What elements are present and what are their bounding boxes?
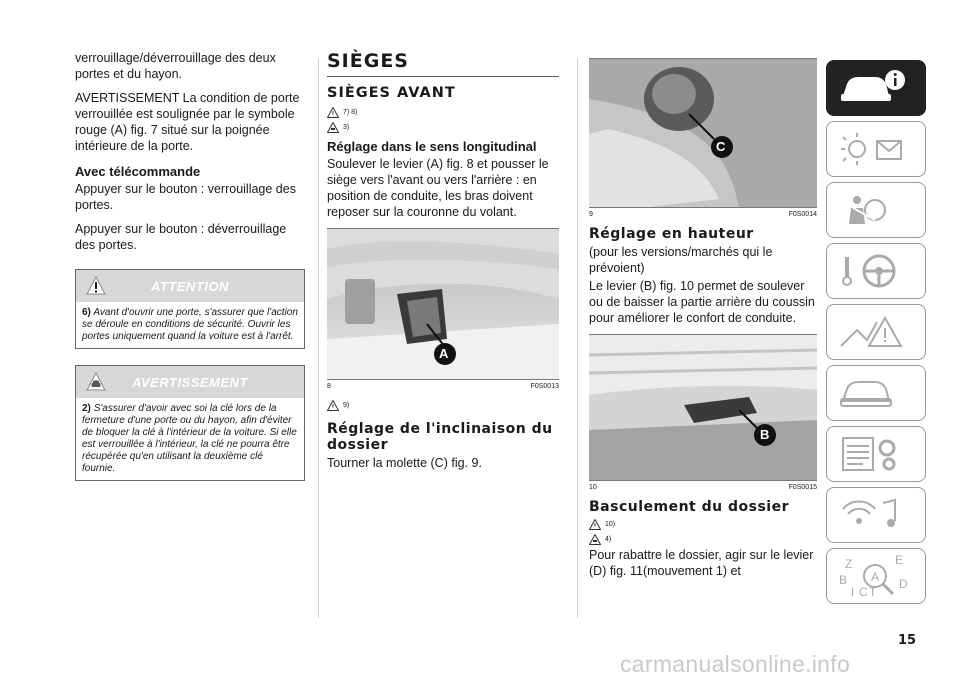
section-title: Basculement du dossier: [589, 499, 789, 515]
recline-knob-photo: [589, 59, 817, 207]
figure-code: F0S0014: [788, 211, 817, 218]
warning-triangle-icon: [589, 519, 601, 530]
chapter-title: SIÈGES: [327, 50, 559, 77]
multimedia-icon: [837, 495, 907, 535]
reference-numbers: 4): [605, 536, 612, 543]
index-letter: A: [871, 570, 880, 584]
steering-wheel-icon: [837, 251, 907, 291]
figure-callout-label: C: [716, 139, 726, 154]
car-warning-icon: [86, 372, 106, 397]
figure-caption: [589, 211, 817, 218]
section-title: Réglage en hauteur: [589, 226, 754, 242]
page-number: 15: [898, 633, 917, 648]
figure-10-height-lever: [589, 334, 817, 481]
figure-number: 8: [327, 383, 331, 390]
index-letter: T: [869, 585, 877, 598]
paragraph: Appuyer sur le bouton : verrouillage des portes.: [75, 182, 296, 212]
figure-number: 9: [589, 211, 593, 218]
paragraph: verrouillage/déverrouillage des deux portes et du hayon.: [75, 51, 276, 81]
note-number: 2): [82, 403, 91, 414]
warning-reference: [327, 120, 559, 135]
figure-caption: [589, 484, 817, 491]
column-right: [589, 58, 817, 587]
avertissement-text: [76, 398, 304, 480]
figure-number: 10: [589, 484, 597, 491]
figure-code: F0S0015: [788, 484, 817, 491]
paragraph: Appuyer sur le bouton : déverrouillage des portes.: [75, 222, 287, 252]
figure-callout-label: A: [439, 346, 449, 361]
road-warning-icon: [837, 312, 907, 352]
car-info-icon: [837, 68, 907, 108]
chapter-tabs: [826, 60, 928, 609]
warning-reference: [327, 398, 559, 413]
figure-9-recline-knob: [589, 58, 817, 208]
height-lever-photo: [589, 335, 817, 480]
tab-technical-data[interactable]: [826, 426, 926, 482]
warning-reference: [589, 532, 817, 547]
attention-header: [76, 270, 304, 302]
warning-reference: [589, 517, 817, 532]
subsection-heading: Réglage dans le sens longitudinal: [327, 139, 537, 154]
tab-maintenance[interactable]: [826, 365, 926, 421]
column-middle: [327, 50, 559, 479]
attention-box: [75, 269, 305, 349]
paragraph: Soulever le levier (A) fig. 8 et pousser le siège vers l'avant ou vers l'arrière : en position de conduite, les bras doivent reposer sur la couronne du volant.: [327, 157, 549, 219]
section-title: Réglage de l'inclinaison du dossier: [327, 421, 553, 453]
paragraph: AVERTISSEMENT La condition de porte verrouillée est soulignée par le symbole rouge (A) fig. 7 situé sur la poignée intérieure de la porte.: [75, 91, 300, 153]
tab-index[interactable]: [826, 548, 926, 604]
watermark: carmanualsonline.info: [620, 651, 851, 677]
car-warning-icon: [589, 534, 601, 545]
figure-code: F0S0013: [530, 383, 559, 390]
attention-text: [76, 302, 304, 348]
reference-numbers: 3): [343, 124, 350, 131]
paragraph: Tourner la molette (C) fig. 9.: [327, 456, 482, 470]
warning-reference: [327, 105, 559, 120]
tab-dashboard[interactable]: [826, 121, 926, 177]
note-text: Avant d'ouvrir une porte, s'assurer que l'action se déroule en conditions de sécurité. Ouvrir les portes uniquement quand la voiture est à l'arrêt.: [82, 307, 298, 342]
index-letter: E: [895, 554, 904, 567]
avertissement-box: [75, 365, 305, 481]
warning-triangle-icon: [327, 400, 339, 411]
car-warning-icon: [327, 122, 339, 133]
column-divider: [318, 58, 319, 618]
figure-caption: [327, 383, 559, 390]
tab-driving[interactable]: [826, 243, 926, 299]
figure-callout-label: B: [760, 427, 770, 442]
tab-vehicle-info[interactable]: [826, 60, 926, 116]
car-service-icon: [837, 373, 907, 413]
index-letter: B: [839, 573, 848, 587]
tab-multimedia[interactable]: [826, 487, 926, 543]
paragraph: (pour les versions/marchés qui le prévoient): [589, 245, 773, 275]
index-alphabet-icon: [837, 554, 917, 598]
dashboard-lights-icon: [837, 129, 907, 169]
tab-emergency[interactable]: [826, 304, 926, 360]
note-text: S'assurer d'avoir avec soi la clé lors de la fermeture d'une porte ou du hayon, afin d'éviter de bloquer la clé à l'intérieur de la voiture. Si elle est verrouillée à l'intérieur, la clé ne pourra être récupérée qu'en utilisant la deuxième clé fournie.: [82, 403, 297, 474]
reference-numbers: 9): [343, 402, 350, 409]
section-title: SIÈGES AVANT: [327, 85, 456, 101]
paragraph: Le levier (B) fig. 10 permet de soulever ou de baisser la partie arrière du coussin pour améliorer le confort de conduite.: [589, 279, 815, 325]
avertissement-header: [76, 366, 304, 398]
warning-triangle-icon: [86, 276, 106, 301]
avertissement-title: AVERTISSEMENT: [132, 374, 248, 390]
index-letter: Z: [845, 557, 853, 571]
attention-title: ATTENTION: [151, 278, 229, 294]
specs-gear-icon: [837, 434, 907, 474]
reference-numbers: 10): [605, 521, 616, 528]
paragraph: Pour rabattre le dossier, agir sur le levier (D) fig. 11(mouvement 1) et: [589, 548, 814, 578]
reference-numbers: 7) 8): [343, 109, 358, 116]
index-letter: I: [851, 585, 855, 598]
tab-safety[interactable]: [826, 182, 926, 238]
index-letter: D: [899, 577, 908, 591]
note-number: 6): [82, 307, 91, 318]
column-divider: [577, 58, 578, 618]
column-left: [75, 50, 305, 493]
warning-triangle-icon: [327, 107, 339, 118]
airbag-safety-icon: [837, 190, 907, 230]
section-heading: Avec télécommande: [75, 164, 201, 179]
index-letter: C: [859, 585, 868, 598]
figure-8-seat-lever: [327, 228, 559, 380]
